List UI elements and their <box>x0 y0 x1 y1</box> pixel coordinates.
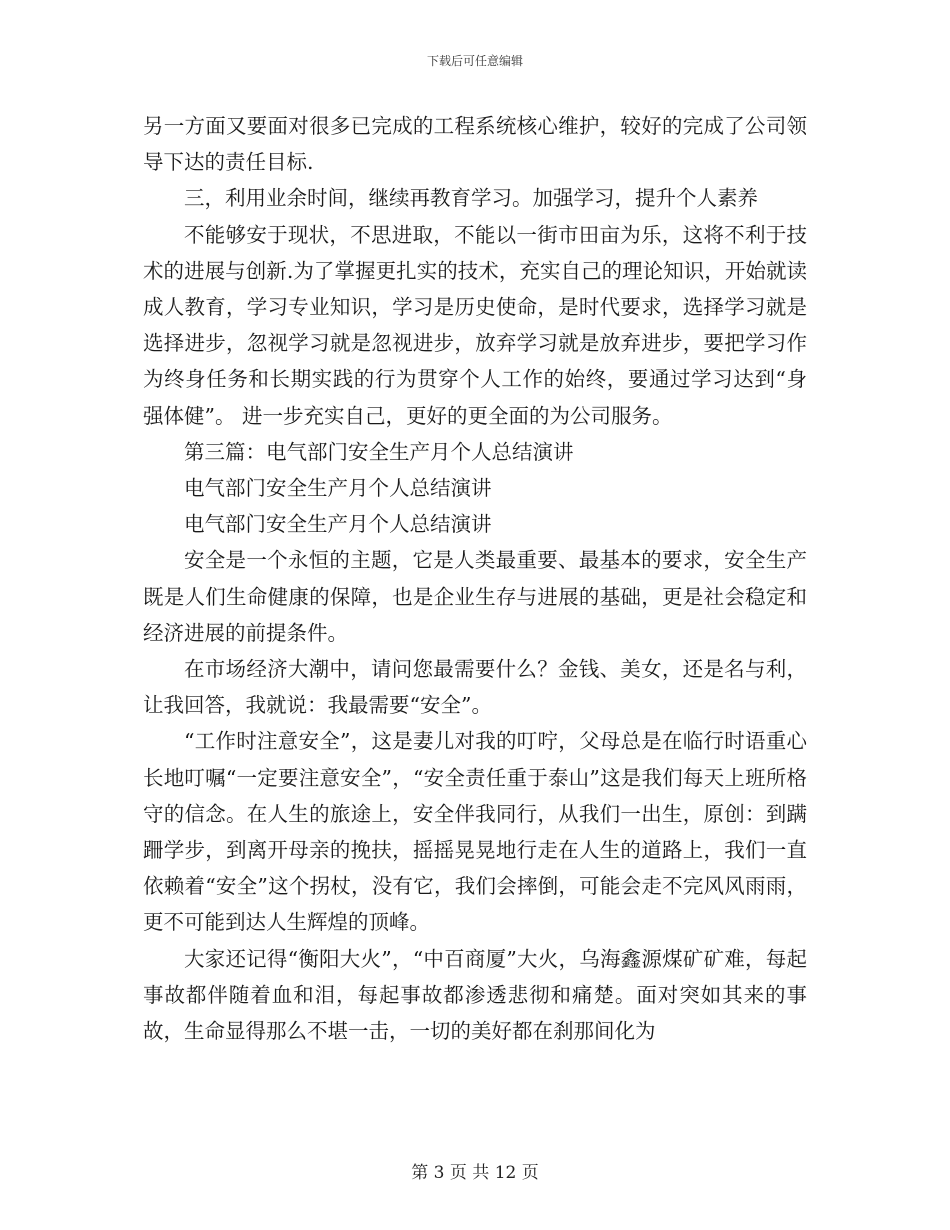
document-body <box>143 108 807 1049</box>
section-title: 电气部门安全生产月个人总结演讲 <box>184 512 492 537</box>
section-heading: 第三篇：电气部门安全生产月个人总结演讲 <box>184 439 574 464</box>
section-title: 电气部门安全生产月个人总结演讲 <box>184 476 492 501</box>
page-number-footer: 第 3 页 共 12 页 <box>411 1163 539 1183</box>
paragraph: 不能够安于现状，不思进取，不能以一街市田亩为乐，这将不利于技术的进展与创新.为了掌握更扎实的技术，充实自己的理论知识，开始就读成人教育，学习专业知识，学习是历史使命，是时代要求，选择学习就是选择进步，忽视学习就是忽视进步，放弃学习就是放弃进步，要把学习作为终身任务和长期实践的行为贯穿个人工作的始终，要通过学习达到“身强体健”。 进一步充实自己，更好的更全面的为公司服务。 <box>143 222 807 428</box>
paragraph: “工作时注意安全”，这是妻儿对我的叮咛，父母总是在临行时语重心长地叮嘱“一定要注意安全”，“安全责任重于泰山”这是我们每天上班所格守的信念。在人生的旅途上，安全伴我同行，从我们一出生，原创：到蹒跚学步，到离开母亲的挽扶，摇摇晃晃地行走在人生的道路上，我们一直依赖着“安全”这个拐杖，没有它，我们会摔倒，可能会走不完风风雨雨，更不可能到达人生辉煌的顶峰。 <box>143 729 807 935</box>
paragraph: 安全是一个永恒的主题，它是人类最重要、最基本的要求，安全生产既是人们生命健康的保障，也是企业生存与进展的基础，更是社会稳定和经济进展的前提条件。 <box>143 548 807 645</box>
paragraph: 在市场经济大潮中，请问您最需要什么？金钱、美女，还是名与利，让我回答，我就说：我最需要“安全”。 <box>143 657 807 718</box>
paragraph: 大家还记得“衡阳大火”，“中百商厦”大火，乌海鑫源煤矿矿难，每起事故都伴随着血和泪，每起事故都渗透悲彻和痛楚。面对突如其来的事故，生命显得那么不堪一击，一切的美好都在刹那间化为 <box>143 946 807 1044</box>
paragraph: 三，利用业余时间，继续再教育学习。加强学习，提升个人素养 <box>184 186 758 211</box>
paragraph: 另一方面又要面对很多已完成的工程系统核心维护，较好的完成了公司领导下达的责任目标. <box>143 114 807 175</box>
page-header: 下载后可任意编辑 <box>426 54 523 68</box>
